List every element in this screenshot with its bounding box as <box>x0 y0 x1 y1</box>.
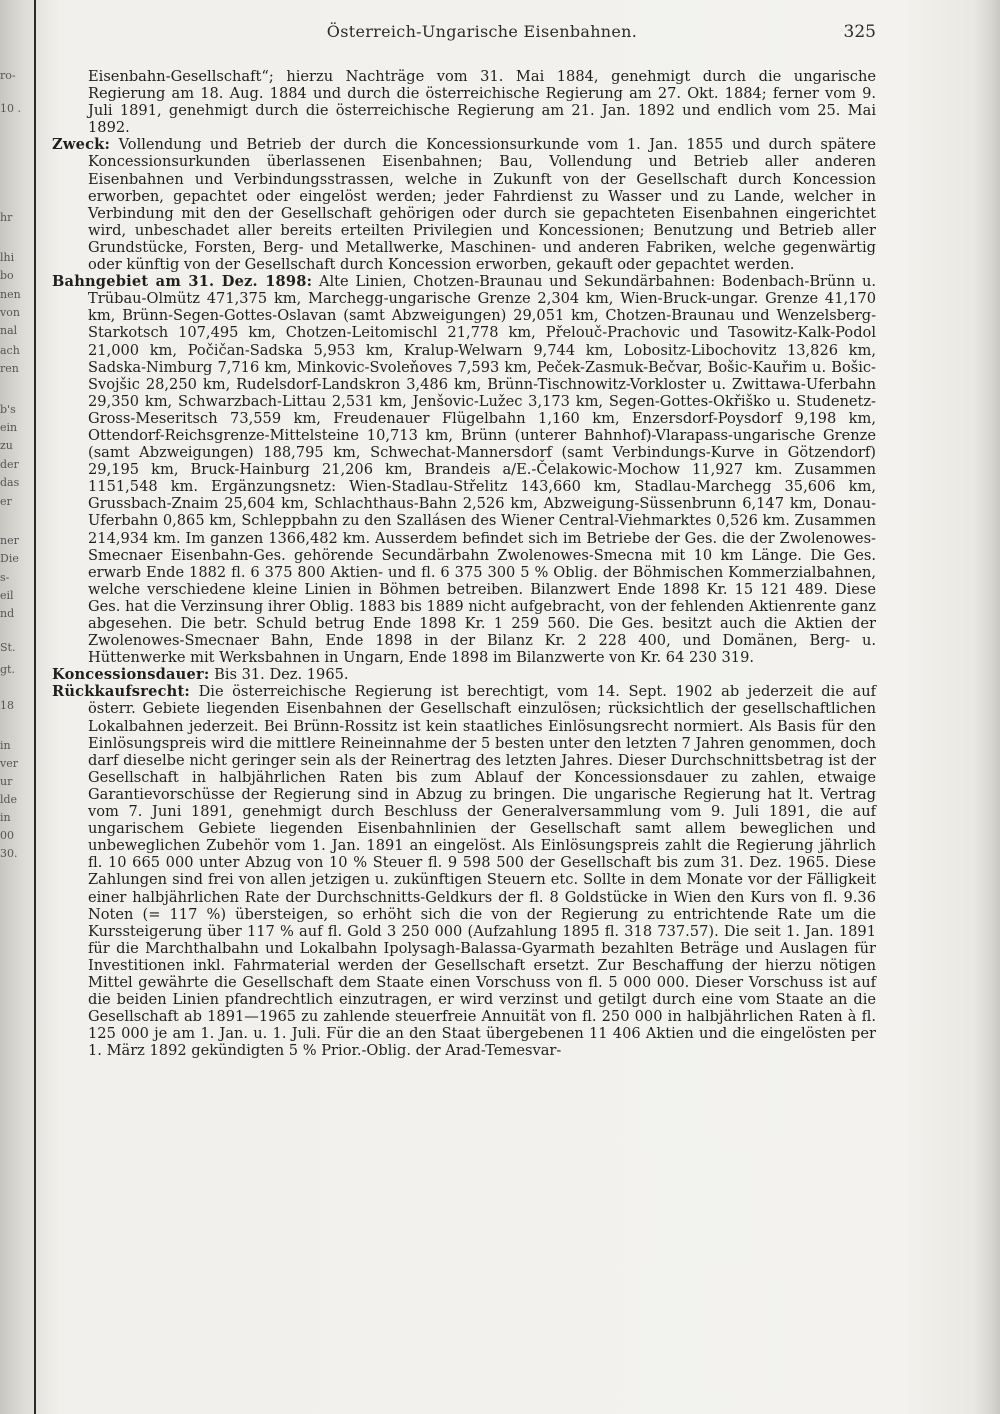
margin-fragment: hr <box>0 211 13 224</box>
entry-text: Bis 31. Dez. 1965. <box>214 666 349 684</box>
margin-fragment: lde <box>0 793 18 806</box>
entry-bahngebiet <box>52 273 876 667</box>
margin-fragment: St. <box>0 641 16 654</box>
margin-fragment: lhi <box>0 251 15 264</box>
margin-fragment: 00 <box>0 829 14 842</box>
margin-fragment: gt. <box>0 663 15 676</box>
margin-fragment: ro- <box>0 69 16 82</box>
entry-text: Vollendung und Betrieb der durch die Koncessionsurkunde vom 1. Jan. 1855 und durch spätere Koncessionsurkunden überlassenen Eisenbahnen; Bau, Vollendung und Betrieb aller anderen Eisenbahnen und Verbindungsstrassen, welche in Zukunft von der Gesellschaft durch Koncession erworben, gepachtet oder eingelöst werden; jeder Fahrdienst zu Wasser und zu Lande, welcher in Verbindung mit den der Gesellschaft gehörigen oder durch sie gepachteten Eisenbahnen eingerichtet wird, unbeschadet aller bereits erteilten Privilegien und Koncessionen; Benutzung und Betrieb aller Grundstücke, Forsten, Berg- und Metallwerke, Maschinen- und anderen Fabriken, welche gegenwärtig oder künftig von der Gesellschaft durch Koncession erworben, gekauft oder gepachtet werden. <box>88 136 876 274</box>
margin-fragment: ach <box>0 344 20 357</box>
margin-fragment: zu <box>0 439 13 452</box>
margin-fragment: ren <box>0 362 19 375</box>
entry-koncessionsdauer <box>52 666 876 684</box>
page-header <box>88 22 876 44</box>
page-edge-shadow <box>974 0 1000 1414</box>
entry-label: Koncessionsdauer: <box>52 666 210 684</box>
page-number: 325 <box>843 22 876 42</box>
margin-fragment: nd <box>0 607 15 620</box>
margin-fragment: ur <box>0 775 13 788</box>
margin-fragment: ein <box>0 421 18 434</box>
margin-fragment: 30. <box>0 847 18 860</box>
binding-rule <box>34 0 36 1414</box>
entry-continuation <box>88 68 876 136</box>
margin-fragment: ner <box>0 534 19 547</box>
running-title: Österreich-Ungarische Eisenbahnen. <box>326 22 638 41</box>
margin-fragment: 10 . <box>0 102 21 115</box>
margin-fragment: der <box>0 458 19 471</box>
entry-label: Bahngebiet am 31. Dez. 1898: <box>52 273 313 291</box>
margin-fragment: nen <box>0 288 21 301</box>
margin-fragment: er <box>0 495 12 508</box>
page-body <box>52 68 877 1060</box>
entry-text: Die österreichische Regierung ist berechtigt, vom 14. Sept. 1902 ab jederzeit die auf österr. Gebiete liegenden Eisenbahnen der Gesellschaft einzulösen; rücksichtlich der gesellschaftlichen Lokalbahnen jederzeit. Bei Brünn-Rossitz ist kein staatliches Einlösungsrecht normiert. Als Basis für den Einlösungspreis wird die mittlere Reineinnahme der 5 besten unter den letzten 7 Jahren genommen, doch darf dieselbe nicht geringer sein als der Reinertrag des letzten Jahres. Dieser Durchschnittsbetrag ist der Gesellschaft in halbjährlichen Raten bis zum Ablauf der Koncessionsdauer zu zahlen, etwaige Garantievorschüsse der Regierung sind in Abzug zu bringen. Die ungarische Regierung hat lt. Vertrag vom 7. Juni 1891, genehmigt durch Beschluss der Generalversammlung vom 9. Juli 1891, die auf ungarischem Gebiete liegenden Eisenbahnlinien der Gesellschaft samt allem beweglichen und unbeweglichen Zubehör vom 1. Jan. 1891 an eingelöst. Als Einlösungspreis zahlt die Regierung jährlich fl. 10 665 000 unter Abzug von 10 % Steuer fl. 9 598 500 der Gesellschaft bis zum 31. Dez. 1965. Diese Zahlungen sind frei von allen jetzigen u. zukünftigen Steuern etc. Sollte in dem Monate vor der Fälligkeit einer halbjährlichen Rate der Durchschnitts-Geldkurs der fl. 8 Goldstücke in Wien den Kurs von fl. 9.36 Noten (= 117 %) übersteigen, so erhöht sich die von der Regierung zu entrichtende Rate um die Kurssteigerung über 117 % auf fl. Gold 3 250 000 (Aufzahlung 1895 fl. 318 737.57). Die seit 1. Jan. 1891 für die Marchthalbahn und Lokalbahn Ipolysagh-Balassa-Gyarmath bezahlten Beträge und Auslagen für Investitionen inkl. Fahrmaterial werden der Gesellschaft ersetzt. Zur Beschaffung der hierzu nötigen Mittel gewährte die Gesellschaft dem Staate einen Vorschuss von fl. 5 000 000. Dieser Vorschuss ist auf die beiden Linien pfandrechtlich einzutragen, er wird verzinst und getilgt durch eine vom Staate an die Gesellschaft ab 1891—1965 zu zahlende steuerfreie Annuität von fl. 250 000 in halbjährlichen Raten à fl. 125 000 je am 1. Jan. u. 1. Juli. Für die an den Staat übergebenen 11 406 Aktien und die eingelösten per 1. März 1892 gekündigten 5 % Prior.-Oblig. der Arad-Temesvar- <box>88 683 877 1060</box>
adjacent-page-margin <box>0 0 42 1414</box>
entry-rueckkaufsrecht <box>52 683 877 1060</box>
entry-zweck <box>52 136 876 274</box>
entry-label: Rückkaufsrecht: <box>52 683 191 701</box>
margin-fragment: in <box>0 739 11 752</box>
margin-fragment: b's <box>0 403 16 416</box>
entry-text: Eisenbahn-Gesellschaft“; hierzu Nachträge vom 31. Mai 1884, genehmigt durch die ungarische Regierung am 18. Aug. 1884 und durch die österreichische Regierung am 27. Okt. 1884; ferner vom 9. Juli 1891, genehmigt durch die österreichische Regierung am 21. Jan. 1892 und endlich vom 25. Mai 1892. <box>88 68 876 137</box>
entry-text: Alte Linien, Chotzen-Braunau und Sekundärbahnen: Bodenbach-Brünn u. Trübau-Olmütz 471,375 km, Marchegg-ungarische Grenze 2,304 km, Wien-Bruck-ungar. Grenze 41,170 km, Brünn-Segen-Gottes-Oslavan (samt Abzweigungen) 29,051 km, Chotzen-Braunau und Wenzelsberg-Starkotsch 107,495 km, Chotzen-Leitomischl 21,778 km, Přelouč-Prachovic und Tasowitz-Kalk-Podol 21,000 km, Počičan-Sadska 5,953 km, Kralup-Welwarn 9,744 km, Lobositz-Libochovitz 13,826 km, Sadska-Nimburg 7,716 km, Minkovic-Svoleňoves 7,593 km, Peček-Zasmuk-Bečvar, Bošic-Kauřim u. Bošic-Svojšic 28,250 km, Rudelsdorf-Landskron 3,486 km, Brünn-Tischnowitz-Vorkloster u. Zwittawa-Uferbahn 29,350 km, Schwarzbach-Littau 2,531 km, Jenšovic-Lužec 3,173 km, Segen-Gottes-Okřiško u. Studenetz-Gross-Meseritsch 73,559 km, Freudenauer Flügelbahn 1,160 km, Enzersdorf-Poysdorf 9,198 km, Ottendorf-Reichsgrenze-Mittelsteine 10,713 km, Brünn (unterer Bahnhof)-Vlarapass-ungarische Grenze (samt Abzweigungen) 188,795 km, Schwechat-Mannersdorf (samt Verbindungs-Kurve in Götzendorf) 29,195 km, Bruck-Hainburg 21,206 km, Brandeis a/E.-Čelakowic-Mochow 11,927 km. Zusammen 1151,548 km. Ergänzungsnetz: Wien-Stadlau-Střelitz 143,660 km, Stadlau-Marchegg 35,606 km, Grussbach-Znaim 25,604 km, Schlachthaus-Bahn 2,526 km, Abzweigung-Süssenbrunn 6,147 km, Donau-Uferbahn 0,865 km, Schleppbahn zu den Szallásen des Wiener Central-Viehmarktes 0,526 km. Zusammen 214,934 km. Im ganzen 1366,482 km. Ausserdem befindet sich im Betriebe der Ges. die der Zwolenowes-Smecnaer Eisenbahn-Ges. gehörende Secundärbahn Zwolenowes-Smecna mit 10 km Länge. Die Ges. erwarb Ende 1882 fl. 6 375 800 Aktien- und fl. 6 375 300 5 % Oblig. der Böhmischen Kommerzialbahnen, welche verschiedene kleine Linien in Böhmen betreiben. Bilanzwert Ende 1898 Kr. 15 121 489. Diese Ges. hat die Verzinsung ihrer Oblig. 1883 bis 1889 nicht aufgebracht, von der fehlenden Aktienrente ganz abgesehen. Die betr. Schuld betrug Ende 1898 Kr. 1 259 560. Die Ges. besitzt auch die Aktien der Zwolenowes-Smecnaer Bahn, Ende 1898 in der Bilanz Kr. 2 228 400, und Domänen, Berg- u. Hüttenwerke mit Werksbahnen in Ungarn, Ende 1898 im Bilanzwerte von Kr. 64 230 319. <box>88 273 876 667</box>
margin-fragment: von <box>0 306 20 319</box>
margin-fragment: 18 <box>0 699 14 712</box>
margin-fragment: in <box>0 811 11 824</box>
margin-fragment: bo <box>0 269 14 282</box>
margin-fragment: das <box>0 476 20 489</box>
entry-label: Zweck: <box>52 136 111 154</box>
margin-fragment: Die <box>0 552 19 565</box>
margin-fragment: eil <box>0 589 14 602</box>
margin-fragment: ver <box>0 757 18 770</box>
margin-fragment: s- <box>0 571 10 584</box>
margin-fragment: nal <box>0 324 18 337</box>
